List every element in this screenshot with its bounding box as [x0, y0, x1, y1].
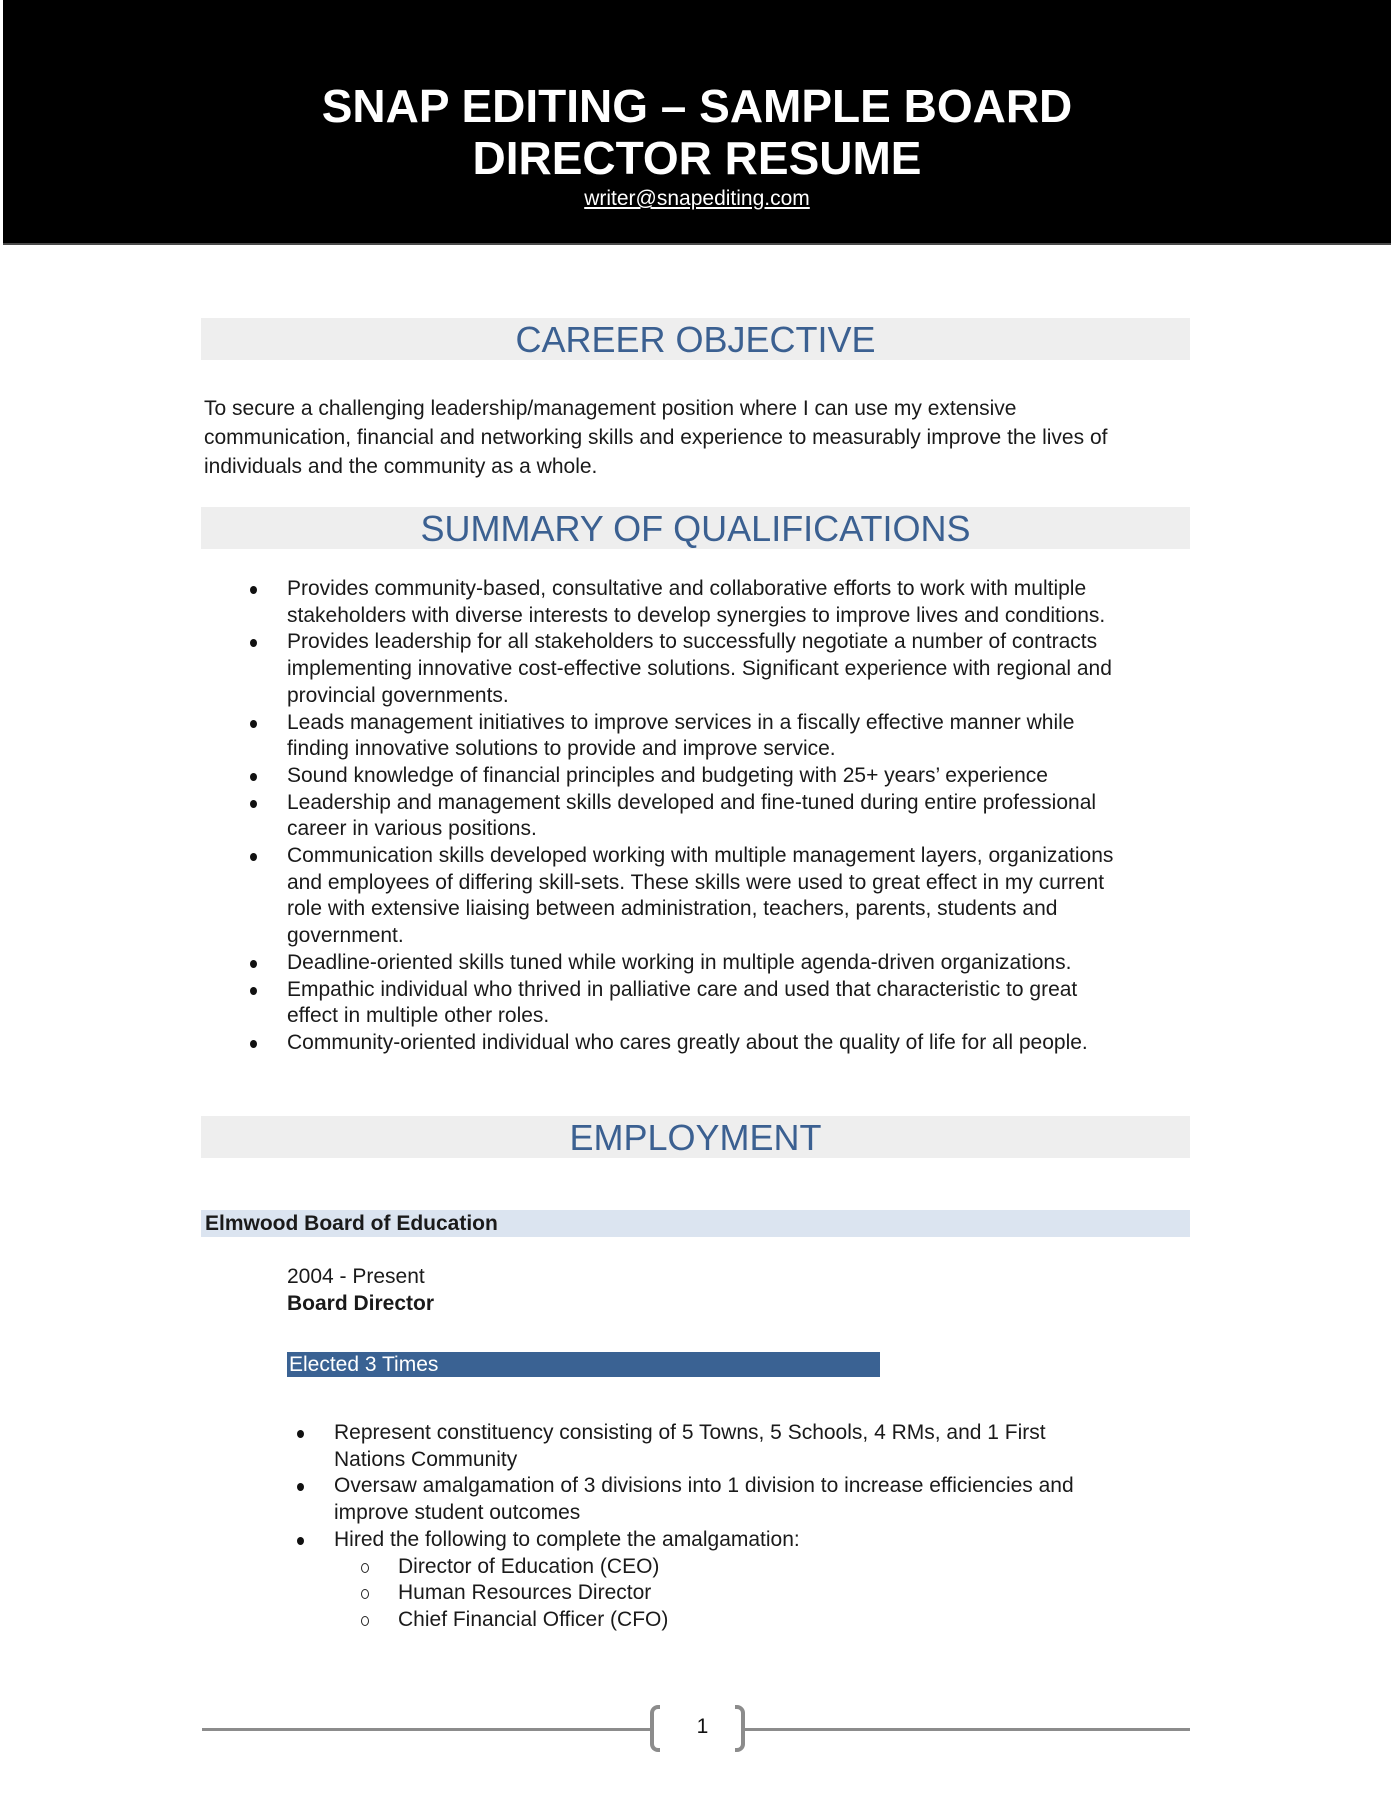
item-line: effect in multiple other roles. [287, 1004, 550, 1028]
item-line: provincial governments. [287, 683, 509, 707]
item-line: Empathic individual who thrived in palliative care and used that characteristic to great [287, 977, 1078, 1001]
sub-item-text: Human Resources Director [398, 1581, 652, 1605]
hires-sublist [334, 1554, 1184, 1634]
document-title [3, 80, 1391, 184]
item-line: career in various positions. [287, 817, 537, 841]
item-line: Leadership and management skills developed and fine-tuned during entire professional [287, 790, 1097, 814]
summary-item [287, 790, 1192, 843]
bullet-icon [297, 1537, 304, 1545]
summary-item [287, 950, 1192, 977]
item-line: Provides community-based, consultative and collaborative efforts to work with multiple [287, 577, 1087, 600]
email-link[interactable] [3, 186, 1391, 212]
item-line: Oversaw amalgamation of 3 divisions into 1 division to increase efficiencies and [334, 1474, 1074, 1498]
highlight-banner: Elected 3 Times [287, 1352, 880, 1377]
job-dates: 2004 - Present [287, 1265, 425, 1288]
item-line: Community-oriented individual who cares greatly about the quality of life for all people. [287, 1030, 1088, 1054]
section-heading-summary: SUMMARY OF QUALIFICATIONS [201, 507, 1190, 549]
title-line-1: SNAP EDITING – SAMPLE BOARD [321, 80, 1073, 132]
summary-item [287, 576, 1192, 629]
item-line: Communication skills developed working with multiple management layers, organizations [287, 844, 1114, 868]
sub-item-text: Director of Education (CEO) [398, 1554, 660, 1578]
item-line: Sound knowledge of financial principles and budgeting with 25+ years’ experience [287, 763, 1048, 787]
career-objective-text [204, 394, 1194, 481]
sub-item [398, 1580, 1184, 1607]
item-line: Hired the following to complete the amalgamation: [334, 1527, 800, 1551]
left-bracket-icon [650, 1705, 660, 1752]
item-line: implementing innovative cost-effective solutions. Significant experience with regional and [287, 657, 1112, 681]
objective-line: To secure a challenging leadership/management position where I can use my extensive [204, 397, 1017, 420]
bullet-icon [250, 586, 257, 594]
section-heading-employment: EMPLOYMENT [201, 1116, 1190, 1158]
item-line: and employees of differing skill-sets. These skills were used to great effect in my current [287, 870, 1105, 894]
objective-line: communication, financial and networking skills and experience to measurably improve the lives of [204, 426, 1108, 449]
bullet-icon [297, 1483, 304, 1491]
title-line-2: DIRECTOR RESUME [472, 132, 922, 184]
bullet-icon [250, 773, 257, 781]
hollow-bullet-icon [361, 1616, 369, 1626]
summary-item [287, 710, 1192, 763]
hollow-bullet-icon [361, 1563, 369, 1573]
summary-item [287, 629, 1192, 709]
bullet-icon [297, 1430, 304, 1438]
bullet-icon [250, 639, 257, 647]
summary-item [287, 843, 1192, 950]
job-title: Board Director [287, 1292, 435, 1315]
bullet-icon [250, 960, 257, 968]
document-header [3, 0, 1391, 245]
duty-item [334, 1473, 1184, 1526]
page-number: 1 [696, 1715, 709, 1738]
duty-item [334, 1420, 1184, 1473]
bullet-icon [250, 987, 257, 995]
bullet-icon [250, 720, 257, 728]
item-line: stakeholders with diverse interests to develop synergies to improve lives and conditions. [287, 603, 1106, 627]
item-line: role with extensive liaising between administration, teachers, parents, students and [287, 897, 1058, 921]
objective-line: individuals and the community as a whole. [204, 455, 598, 478]
sub-item [398, 1554, 1184, 1581]
summary-item [287, 763, 1192, 790]
item-line: improve student outcomes [334, 1501, 581, 1525]
sub-item-text: Chief Financial Officer (CFO) [398, 1607, 669, 1631]
hollow-bullet-icon [361, 1589, 369, 1599]
bullet-icon [250, 853, 257, 861]
section-heading-career-objective: CAREER OBJECTIVE [201, 318, 1190, 360]
item-line: finding innovative solutions to provide and improve service. [287, 737, 836, 761]
summary-list [287, 576, 1192, 1057]
bullet-icon [250, 800, 257, 808]
duty-item [334, 1527, 1184, 1634]
item-line: Nations Community [334, 1447, 518, 1471]
item-line: Deadline-oriented skills tuned while working in multiple agenda-driven organizations. [287, 950, 1072, 974]
item-line: Leads management initiatives to improve services in a fiscally effective manner while [287, 710, 1075, 734]
summary-item [287, 1030, 1192, 1057]
item-line: Represent constituency consisting of 5 Towns, 5 Schools, 4 RMs, and 1 First [334, 1421, 1046, 1444]
bullet-icon [250, 1040, 257, 1048]
item-line: government. [287, 924, 404, 948]
item-line: Provides leadership for all stakeholders to successfully negotiate a number of contracts [287, 630, 1098, 654]
employer-name: Elmwood Board of Education [201, 1210, 1190, 1237]
sub-item [398, 1607, 1184, 1634]
footer-rule-right [745, 1728, 1190, 1731]
footer-rule-left [202, 1728, 650, 1731]
summary-item [287, 977, 1192, 1030]
email-text[interactable]: writer@snapediting.com [584, 187, 810, 210]
employment-duties-list [334, 1420, 1184, 1634]
